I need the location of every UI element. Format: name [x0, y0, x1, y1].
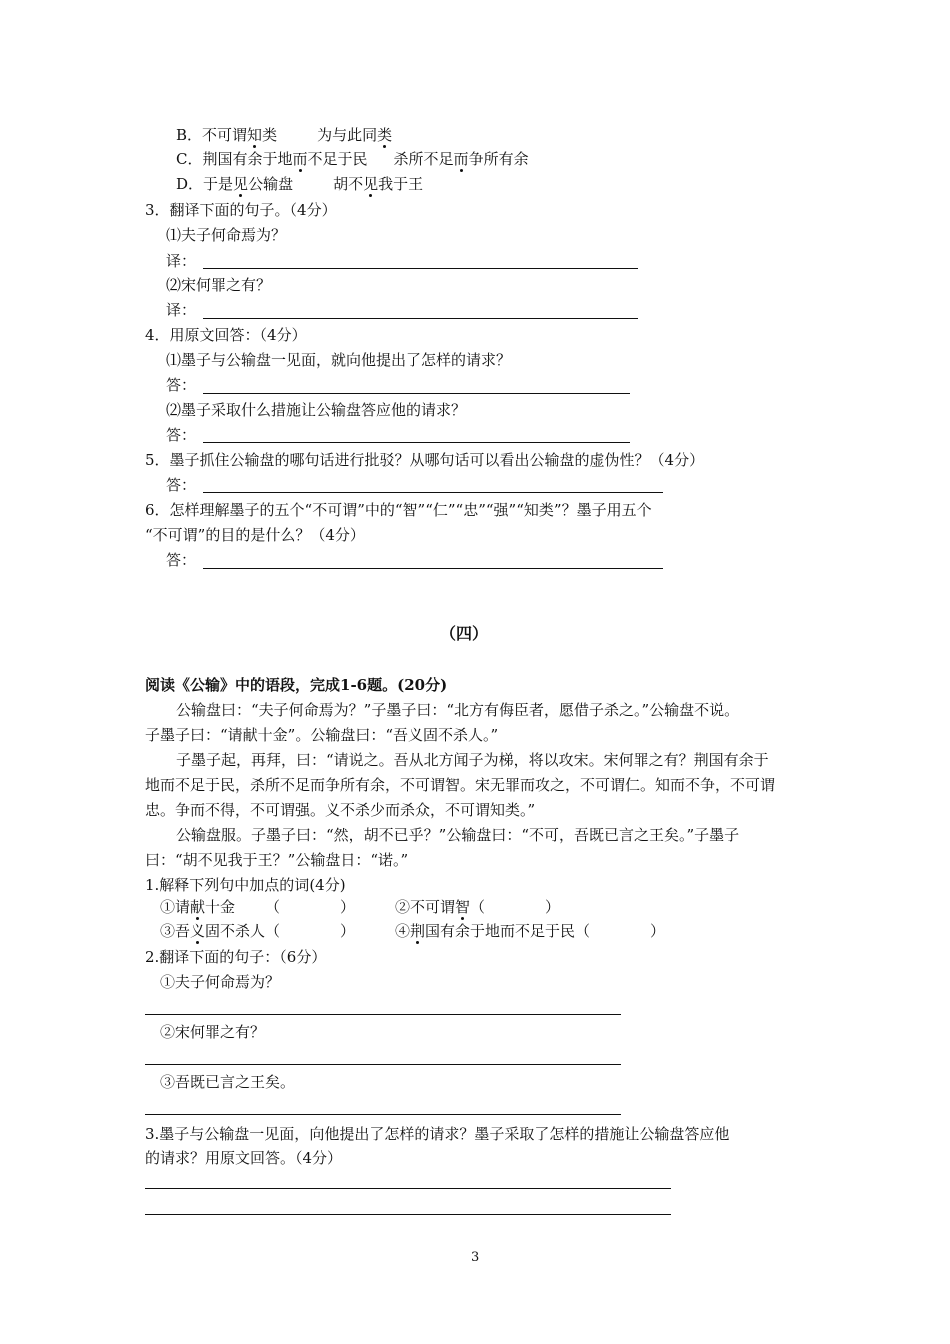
q3-answer-2-line[interactable] — [203, 318, 638, 319]
passage-line: 子墨子起，再拜，曰：“请说之。吾从北方闻子为梯，将以攻宋。宋何罪之有？荆国有余于 — [176, 751, 769, 769]
s4-q1-item-4: ④荆国有余于地而不足于民（ ） — [395, 922, 666, 940]
q4-sentence-2: ⑵墨子采取什么措施让公输盘答应他的请求？ — [166, 401, 467, 419]
passage-line: 曰：“胡不见我于王？”公输盘日：“诺。” — [145, 851, 409, 869]
q6-line-2: “不可谓”的目的是什么？（4分） — [145, 526, 365, 544]
q4-answer-2-line[interactable] — [203, 442, 630, 443]
option-b: B．不可谓知类 为与此同类 — [176, 126, 393, 144]
q3-sentence-1: ⑴夫子何命焉为？ — [166, 226, 287, 244]
s4-q1-item-1: ①请献十金 （ ） — [160, 898, 356, 916]
q5-answer-label: 答： — [166, 476, 197, 494]
q3-answer-1-label: 译： — [166, 252, 197, 270]
q4-answer-1-line[interactable] — [203, 393, 630, 394]
s4-q3-line-1: 3.墨子与公输盘一见面，向他提出了怎样的请求？墨子采取了怎样的措施让公输盘答应他 — [145, 1125, 730, 1143]
dotted-char: 见 — [363, 175, 379, 193]
q5-title: 5．墨子抓住公输盘的哪句话进行批驳？从哪句话可以看出公输盘的虚伪性？（4分） — [145, 451, 705, 469]
dotted-char: 知 — [247, 126, 263, 144]
q4-answer-2-label: 答： — [166, 426, 197, 444]
option-c: C．荆国有余于地而不足于民 杀所不足而争所有余 — [176, 150, 529, 168]
option-d: D．于是见公输盘 胡不见我于王 — [176, 175, 424, 193]
q6-answer-line[interactable] — [203, 568, 663, 569]
dotted-char: 献 — [190, 898, 206, 916]
s4-q2-sentence-3: ③吾既已言之王矣。 — [160, 1073, 296, 1091]
s4-q2-answer-2-line[interactable] — [145, 1064, 621, 1065]
passage-line: 地而不足于民，杀所不足而争所有余，不可谓智。宋无罪而攻之，不可谓仁。知而不争，不可谓 — [145, 776, 776, 794]
s4-q1-item-2: ②不可谓智（ ） — [395, 898, 561, 916]
dotted-char: 义 — [190, 922, 206, 940]
dotted-char: 而 — [453, 150, 469, 168]
section-intro: 阅读《公输》中的语段，完成1-6题。(20分) — [145, 676, 448, 694]
passage-line: 公输盘曰：“夫子何命焉为？”子墨子曰：“北方有侮臣者，愿借子杀之。”公输盘不说。 — [176, 701, 740, 719]
passage-line: 忠。争而不得，不可谓强。义不杀少而杀众，不可谓知类。” — [145, 801, 536, 819]
page-number: 3 — [471, 1250, 480, 1265]
s4-q2-sentence-1: ①夫子何命焉为？ — [160, 973, 281, 991]
dotted-char: 而 — [292, 150, 308, 168]
s4-q3-line-2: 的请求？用原文回答。（4分） — [145, 1149, 343, 1167]
passage-line: 子墨子曰：“请献十金”。公输盘曰：“吾义固不杀人。” — [145, 726, 499, 744]
section-heading: （四） — [440, 624, 489, 643]
q3-sentence-2: ⑵宋何罪之有？ — [166, 276, 272, 294]
q3-title: 3．翻译下面的句子。（4分） — [145, 201, 337, 219]
dotted-char: 智 — [455, 898, 471, 916]
s4-q1-item-3: ③吾义固不杀人（ ） — [160, 922, 356, 940]
dotted-char: 见 — [233, 175, 249, 193]
q4-sentence-1: ⑴墨子与公输盘一见面，就向他提出了怎样的请求？ — [166, 351, 512, 369]
s4-q2-answer-3-line[interactable] — [145, 1114, 621, 1115]
q3-answer-1-line[interactable] — [203, 268, 638, 269]
passage-line: 公输盘服。子墨子曰：“然，胡不已乎？”公输盘曰：“不可，吾既已言之王矣。”子墨子 — [176, 826, 740, 844]
q6-answer-label: 答： — [166, 551, 197, 569]
q6-line-1: 6．怎样理解墨子的五个“不可谓”中的“智”“仁”“忠”“强”“知类”？墨子用五个 — [145, 501, 652, 519]
q3-answer-2-label: 译： — [166, 301, 197, 319]
s4-q2-answer-1-line[interactable] — [145, 1014, 621, 1015]
q5-answer-line[interactable] — [203, 492, 663, 493]
s4-q2-sentence-2: ②宋何罪之有？ — [160, 1023, 266, 1041]
q4-title: 4．用原文回答：（4分） — [145, 326, 307, 344]
dotted-char: 荆 — [410, 922, 426, 940]
s4-q3-answer-line-1[interactable] — [145, 1188, 671, 1189]
s4-q1-title: 1.解释下列句中加点的词(4分) — [145, 876, 346, 894]
s4-q3-answer-line-2[interactable] — [145, 1214, 671, 1215]
s4-q2-title: 2.翻译下面的句子：（6分） — [145, 948, 327, 966]
q4-answer-1-label: 答： — [166, 376, 197, 394]
dotted-char: 类 — [377, 126, 393, 144]
